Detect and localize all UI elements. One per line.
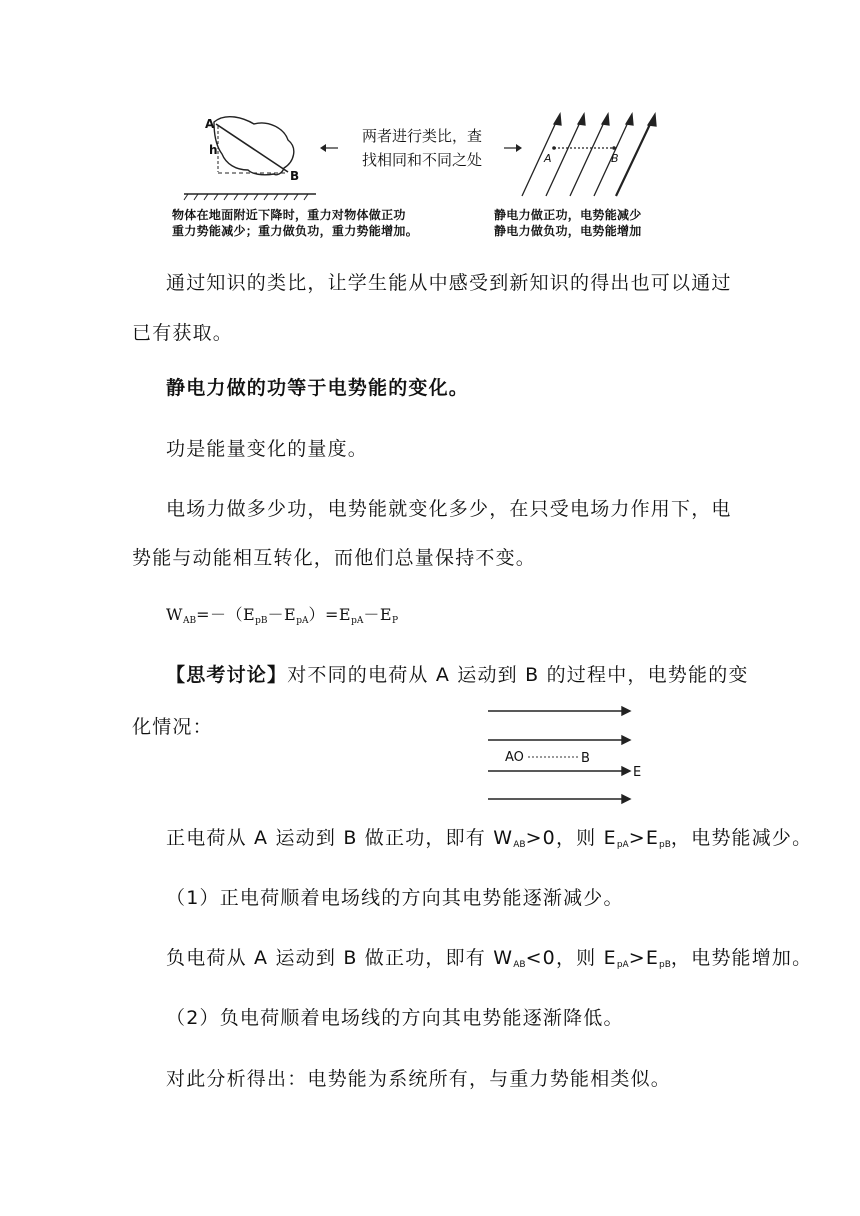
analogy-figure [166,104,666,244]
para1-line1: 通过知识的类比，让学生能从中感受到新知识的得出也可以通过 [166,272,732,294]
negative-charge-line: 负电荷从 A 运动到 B 做正功，即有 $W_{AB}<0$，则 $E_{pA}>E_{pB}$，电势能增加。 [166,947,813,970]
discussion-line2: 化情况： [132,716,213,738]
left-caption-line1: 物体在地面附近下降时，重力对物体做正功 [172,208,406,222]
item1: （1）正电荷顺着电场线的方向其电势能逐渐减少。 [166,887,624,909]
para3-line1: 电场力做多少功，电势能就变化多少，在只受电场力作用下，电 [166,498,732,520]
path-line [216,124,288,172]
uniform-field-drawing [484,700,654,810]
terrain-outline [214,117,294,175]
uniform-field-figure [484,700,654,810]
label-B-field: B [581,751,590,766]
para2: 功是能量变化的量度。 [166,438,369,460]
para1-line2: 已有获取。 [132,322,234,344]
ground-hatch [184,194,308,200]
center-text-line2: 找相同和不同之处 [362,151,483,169]
positive-charge-line: 正电荷从 A 运动到 B 做正功，即有 $W_{AB}>0$，则 $E_{pA}>E_{pB}$，电势能减少。 [166,827,813,850]
left-caption-line2: 重力势能减少；重力做负功，重力势能增加。 [172,224,419,238]
point-B [612,146,616,150]
para3-line2: 势能与动能相互转化，而他们总量保持不变。 [132,547,537,569]
label-h: h [209,143,218,157]
label-AO: AO [505,750,524,765]
right-caption-line2: 静电力做负功，电势能增加 [494,224,642,238]
label-B-right: B [611,152,619,165]
right-caption-line1: 静电力做正功，电势能减少 [494,208,642,222]
discussion-bracket: 【思考讨论】 [166,664,288,686]
left-arrow-head [320,144,326,152]
section-heading: 静电力做的功等于电势能的变化。 [166,377,470,399]
label-E-field: E [633,765,642,780]
field-lines [522,114,656,196]
label-A-right: A [544,152,552,165]
conclusion: 对此分析得出：电势能为系统所有，与重力势能相类似。 [166,1068,672,1090]
label-A-left: A [205,117,215,131]
point-A [552,146,556,150]
item2: （2）负电荷顺着电场线的方向其电势能逐渐降低。 [166,1007,624,1029]
label-B-left: B [290,169,300,183]
right-arrow-head [516,144,522,152]
energy-formula: $W_{AB}=-(E_{pB}-E_{pA})=E_{pA}-E_P$ [166,605,399,626]
center-text-line1: 两者进行类比，查 [362,127,483,145]
discussion-line1: 【思考讨论】对不同的电荷从 A 运动到 B 的过程中，电势能的变 [166,664,749,686]
